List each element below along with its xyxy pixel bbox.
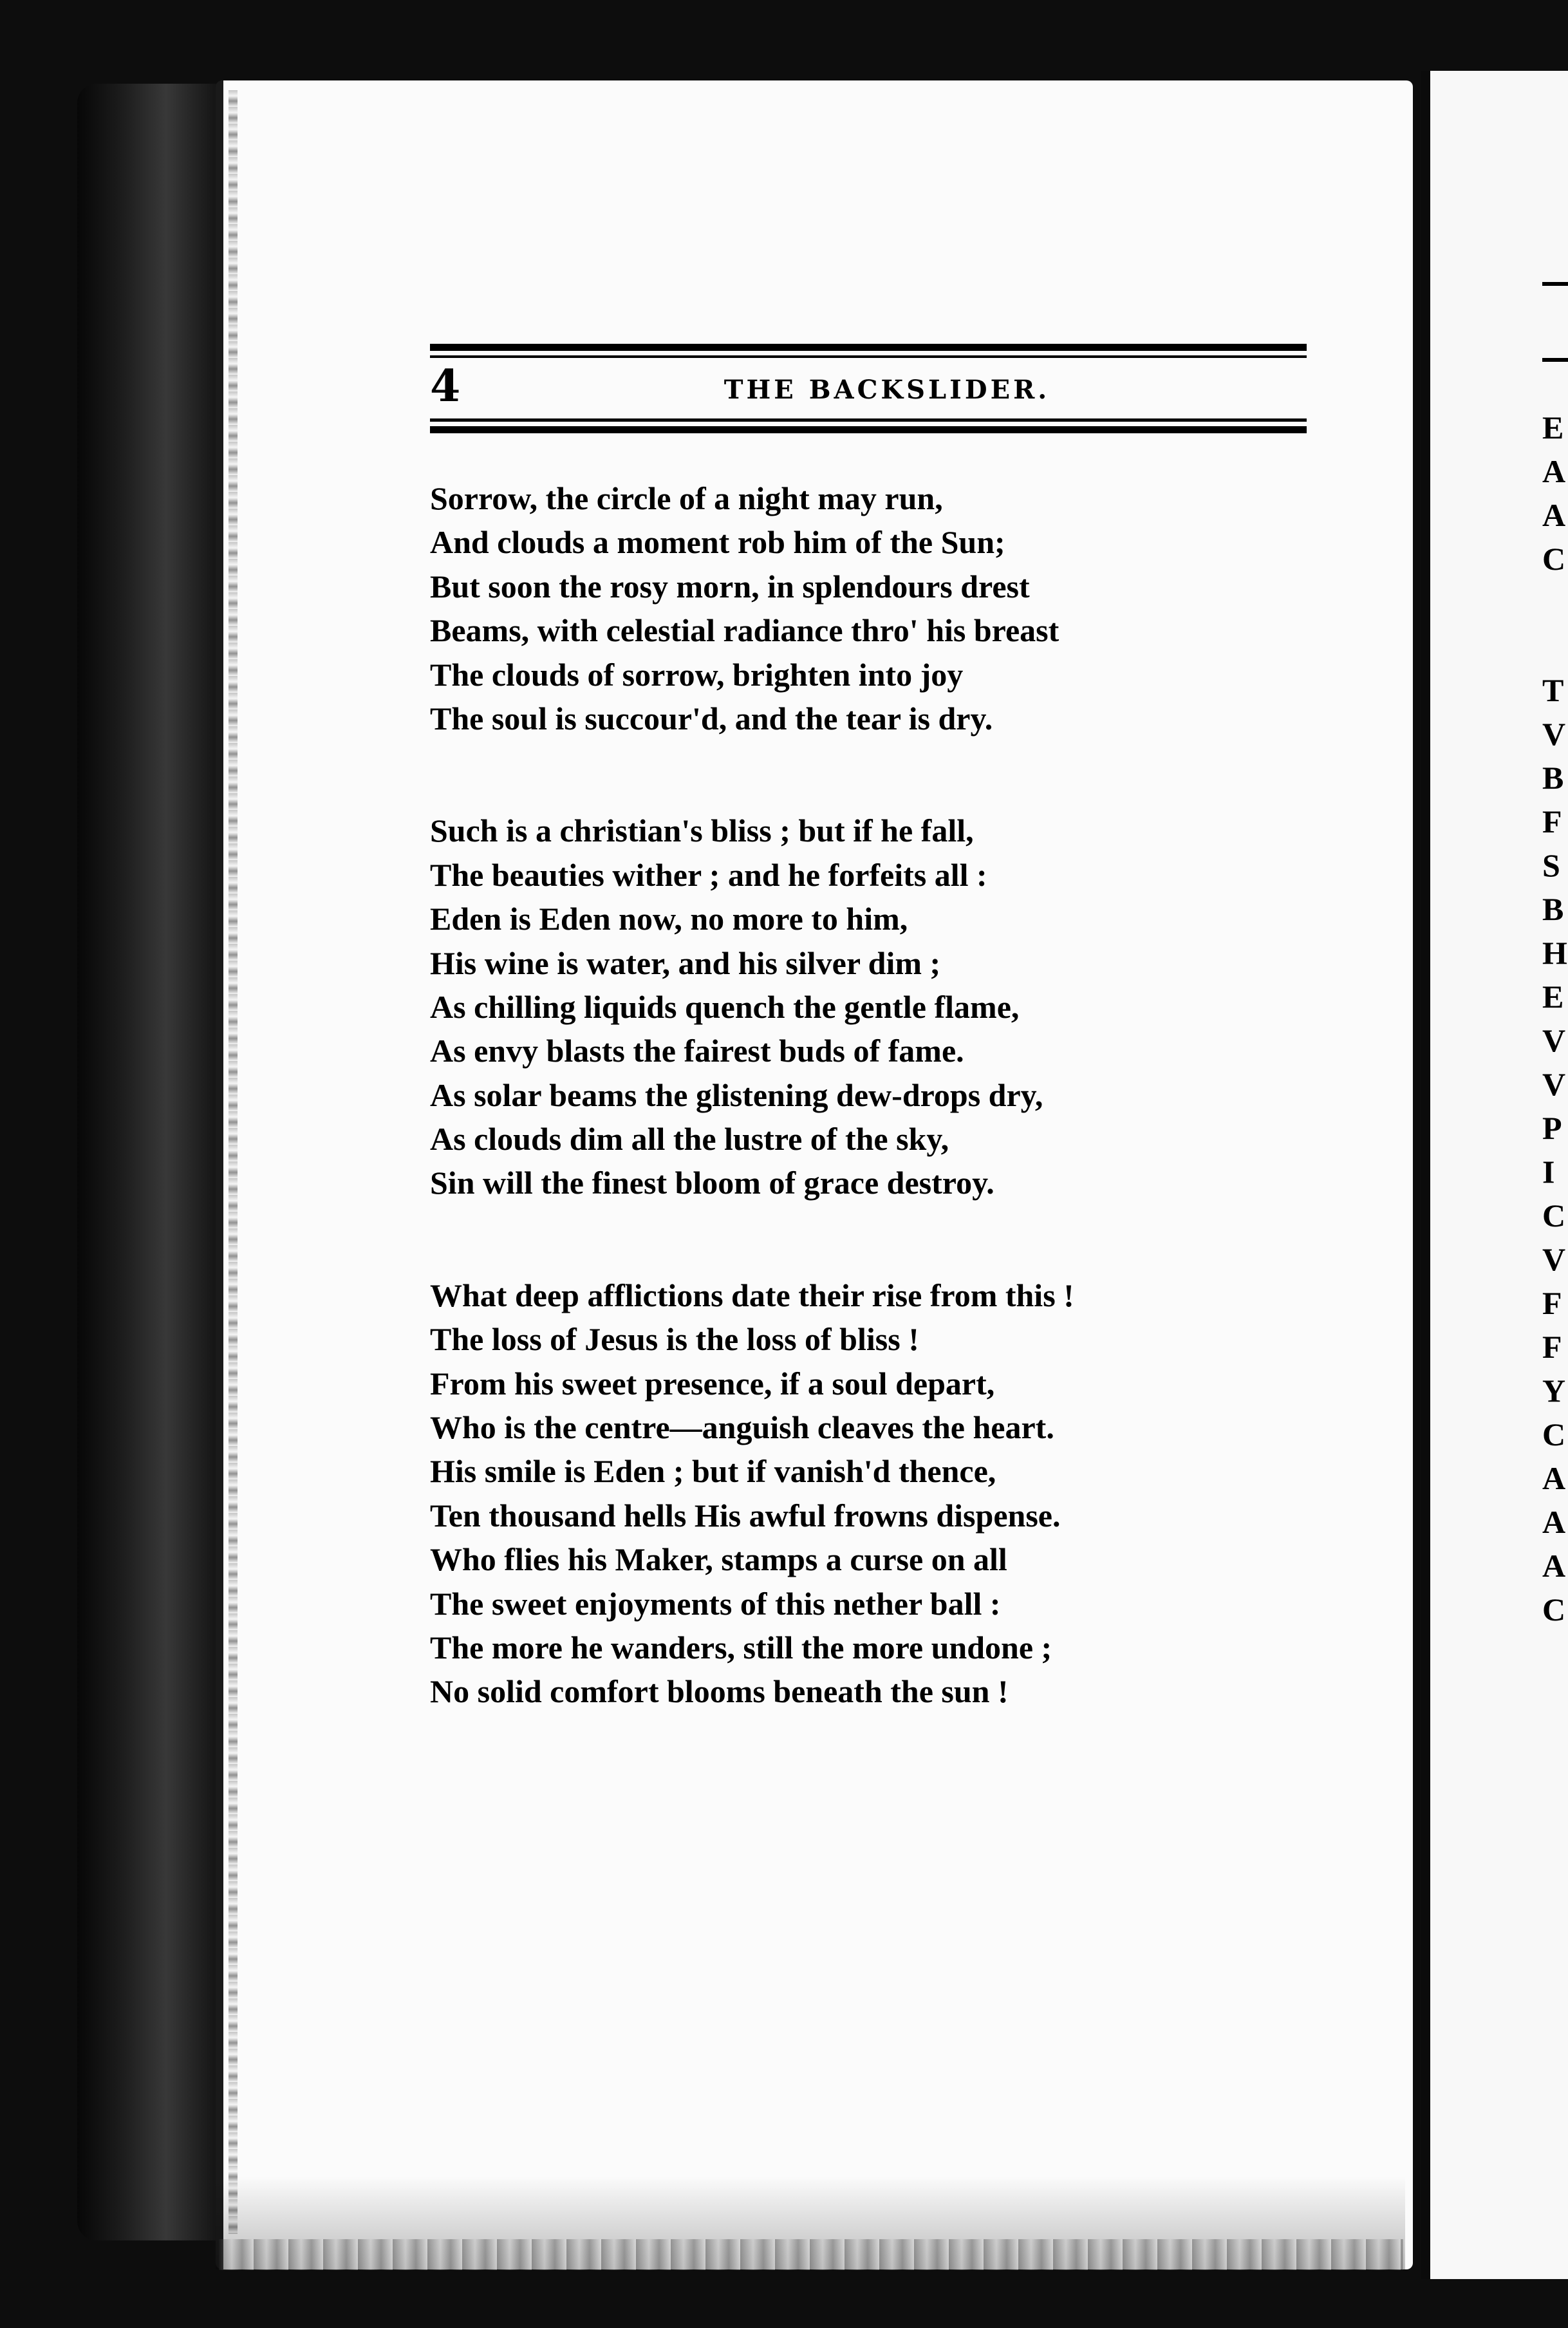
poem-body [430, 476, 1331, 1714]
poem-line: The sweet enjoyments of this nether ball : [430, 1585, 1001, 1622]
facing-page-initial: C [1542, 541, 1566, 577]
poem-line: From his sweet presence, if a soul depart, [430, 1365, 995, 1402]
facing-page-initial: F [1542, 1329, 1562, 1365]
facing-page-initial: A [1542, 1460, 1566, 1496]
poem-line: Beams, with celestial radiance thro' his breast [430, 612, 1059, 649]
poem-line: Sin will the finest bloom of grace destroy. [430, 1165, 994, 1201]
page-edge [229, 90, 238, 2234]
page-number: 4 [430, 361, 461, 412]
facing-page-initials [1542, 406, 1568, 1631]
facing-page-initial: C [1542, 1197, 1566, 1234]
facing-page-initial: I [1542, 1154, 1555, 1190]
facing-page-initial: V [1542, 716, 1566, 752]
facing-page-initial: A [1542, 1548, 1566, 1584]
poem-line: The more he wanders, still the more undone ; [430, 1629, 1052, 1666]
poem-line: The loss of Jesus is the loss of bliss ! [430, 1321, 919, 1358]
poem-line: The clouds of sorrow, brighten into joy [430, 656, 964, 693]
facing-page-initial: F [1542, 803, 1562, 840]
poem-line: Sorrow, the circle of a night may run, [430, 480, 943, 516]
poem-line: No solid comfort blooms beneath the sun ! [430, 1673, 1009, 1710]
rule-thin [430, 355, 1307, 358]
poem-line: What deep afflictions date their rise from this ! [430, 1277, 1074, 1313]
facing-page-initial: P [1542, 1110, 1562, 1146]
facing-page-initial: A [1542, 497, 1566, 533]
facing-page-rule [1542, 358, 1568, 362]
running-title: THE BACKSLIDER. [723, 375, 1050, 405]
poem-line: Eden is Eden now, no more to him, [430, 901, 908, 937]
facing-page-initial: C [1542, 1416, 1566, 1452]
facing-page-initial: V [1542, 1022, 1566, 1058]
facing-page-initial: S [1542, 847, 1560, 883]
stanza-2 [430, 809, 1331, 1205]
facing-page-initial: E [1542, 409, 1564, 446]
facing-page-initial: A [1542, 453, 1566, 489]
stanza-3 [430, 1273, 1331, 1714]
facing-page-initial: V [1542, 1066, 1566, 1102]
facing-page-initial: Y [1542, 1373, 1566, 1409]
facing-page-initial: C [1542, 1591, 1566, 1628]
poem-line: Who is the centre—anguish cleaves the heart. [430, 1409, 1054, 1446]
rule-thick [430, 344, 1307, 351]
facing-page-initial [1542, 581, 1568, 668]
rule-thin [430, 418, 1307, 422]
poem-line: As envy blasts the fairest buds of fame. [430, 1033, 964, 1069]
poem-line: His wine is water, and his silver dim ; [430, 944, 941, 981]
poem-line: But soon the rosy morn, in splendours drest [430, 568, 1030, 605]
facing-page-initial: F [1542, 1285, 1562, 1321]
facing-page-initial: B [1542, 760, 1564, 796]
poem-line: And clouds a moment rob him of the Sun; [430, 524, 1005, 561]
facing-page-rule [1542, 282, 1568, 286]
poem-line: Such is a christian's bliss ; but if he fall, [430, 812, 974, 849]
poem-line: As clouds dim all the lustre of the sky, [430, 1121, 949, 1158]
facing-page-initial: B [1542, 891, 1564, 927]
facing-page-initial: A [1542, 1504, 1566, 1540]
facing-page-initial: T [1542, 672, 1564, 708]
poem-line: Ten thousand hells His awful frowns dispense. [430, 1497, 1061, 1534]
poem-line: His smile is Eden ; but if vanish'd thence, [430, 1453, 996, 1490]
book-binding [77, 84, 225, 2240]
stanza-1 [430, 476, 1331, 740]
poem-line: Who flies his Maker, stamps a curse on all [430, 1541, 1007, 1578]
facing-page-initial: V [1542, 1241, 1566, 1277]
header-rule-bottom [430, 418, 1307, 433]
header-rule-top [430, 344, 1307, 358]
facing-page-initial: H [1542, 935, 1567, 971]
poem-line: The beauties wither ; and he forfeits all : [430, 856, 987, 893]
page-bottom-edge [219, 2239, 1403, 2270]
facing-page-initial: E [1542, 979, 1564, 1015]
poem-line: As solar beams the glistening dew-drops dry, [430, 1076, 1043, 1113]
rule-thick [430, 426, 1307, 433]
poem-line: As chilling liquids quench the gentle flame, [430, 988, 1020, 1025]
poem-line: The soul is succour'd, and the tear is dry. [430, 700, 993, 737]
